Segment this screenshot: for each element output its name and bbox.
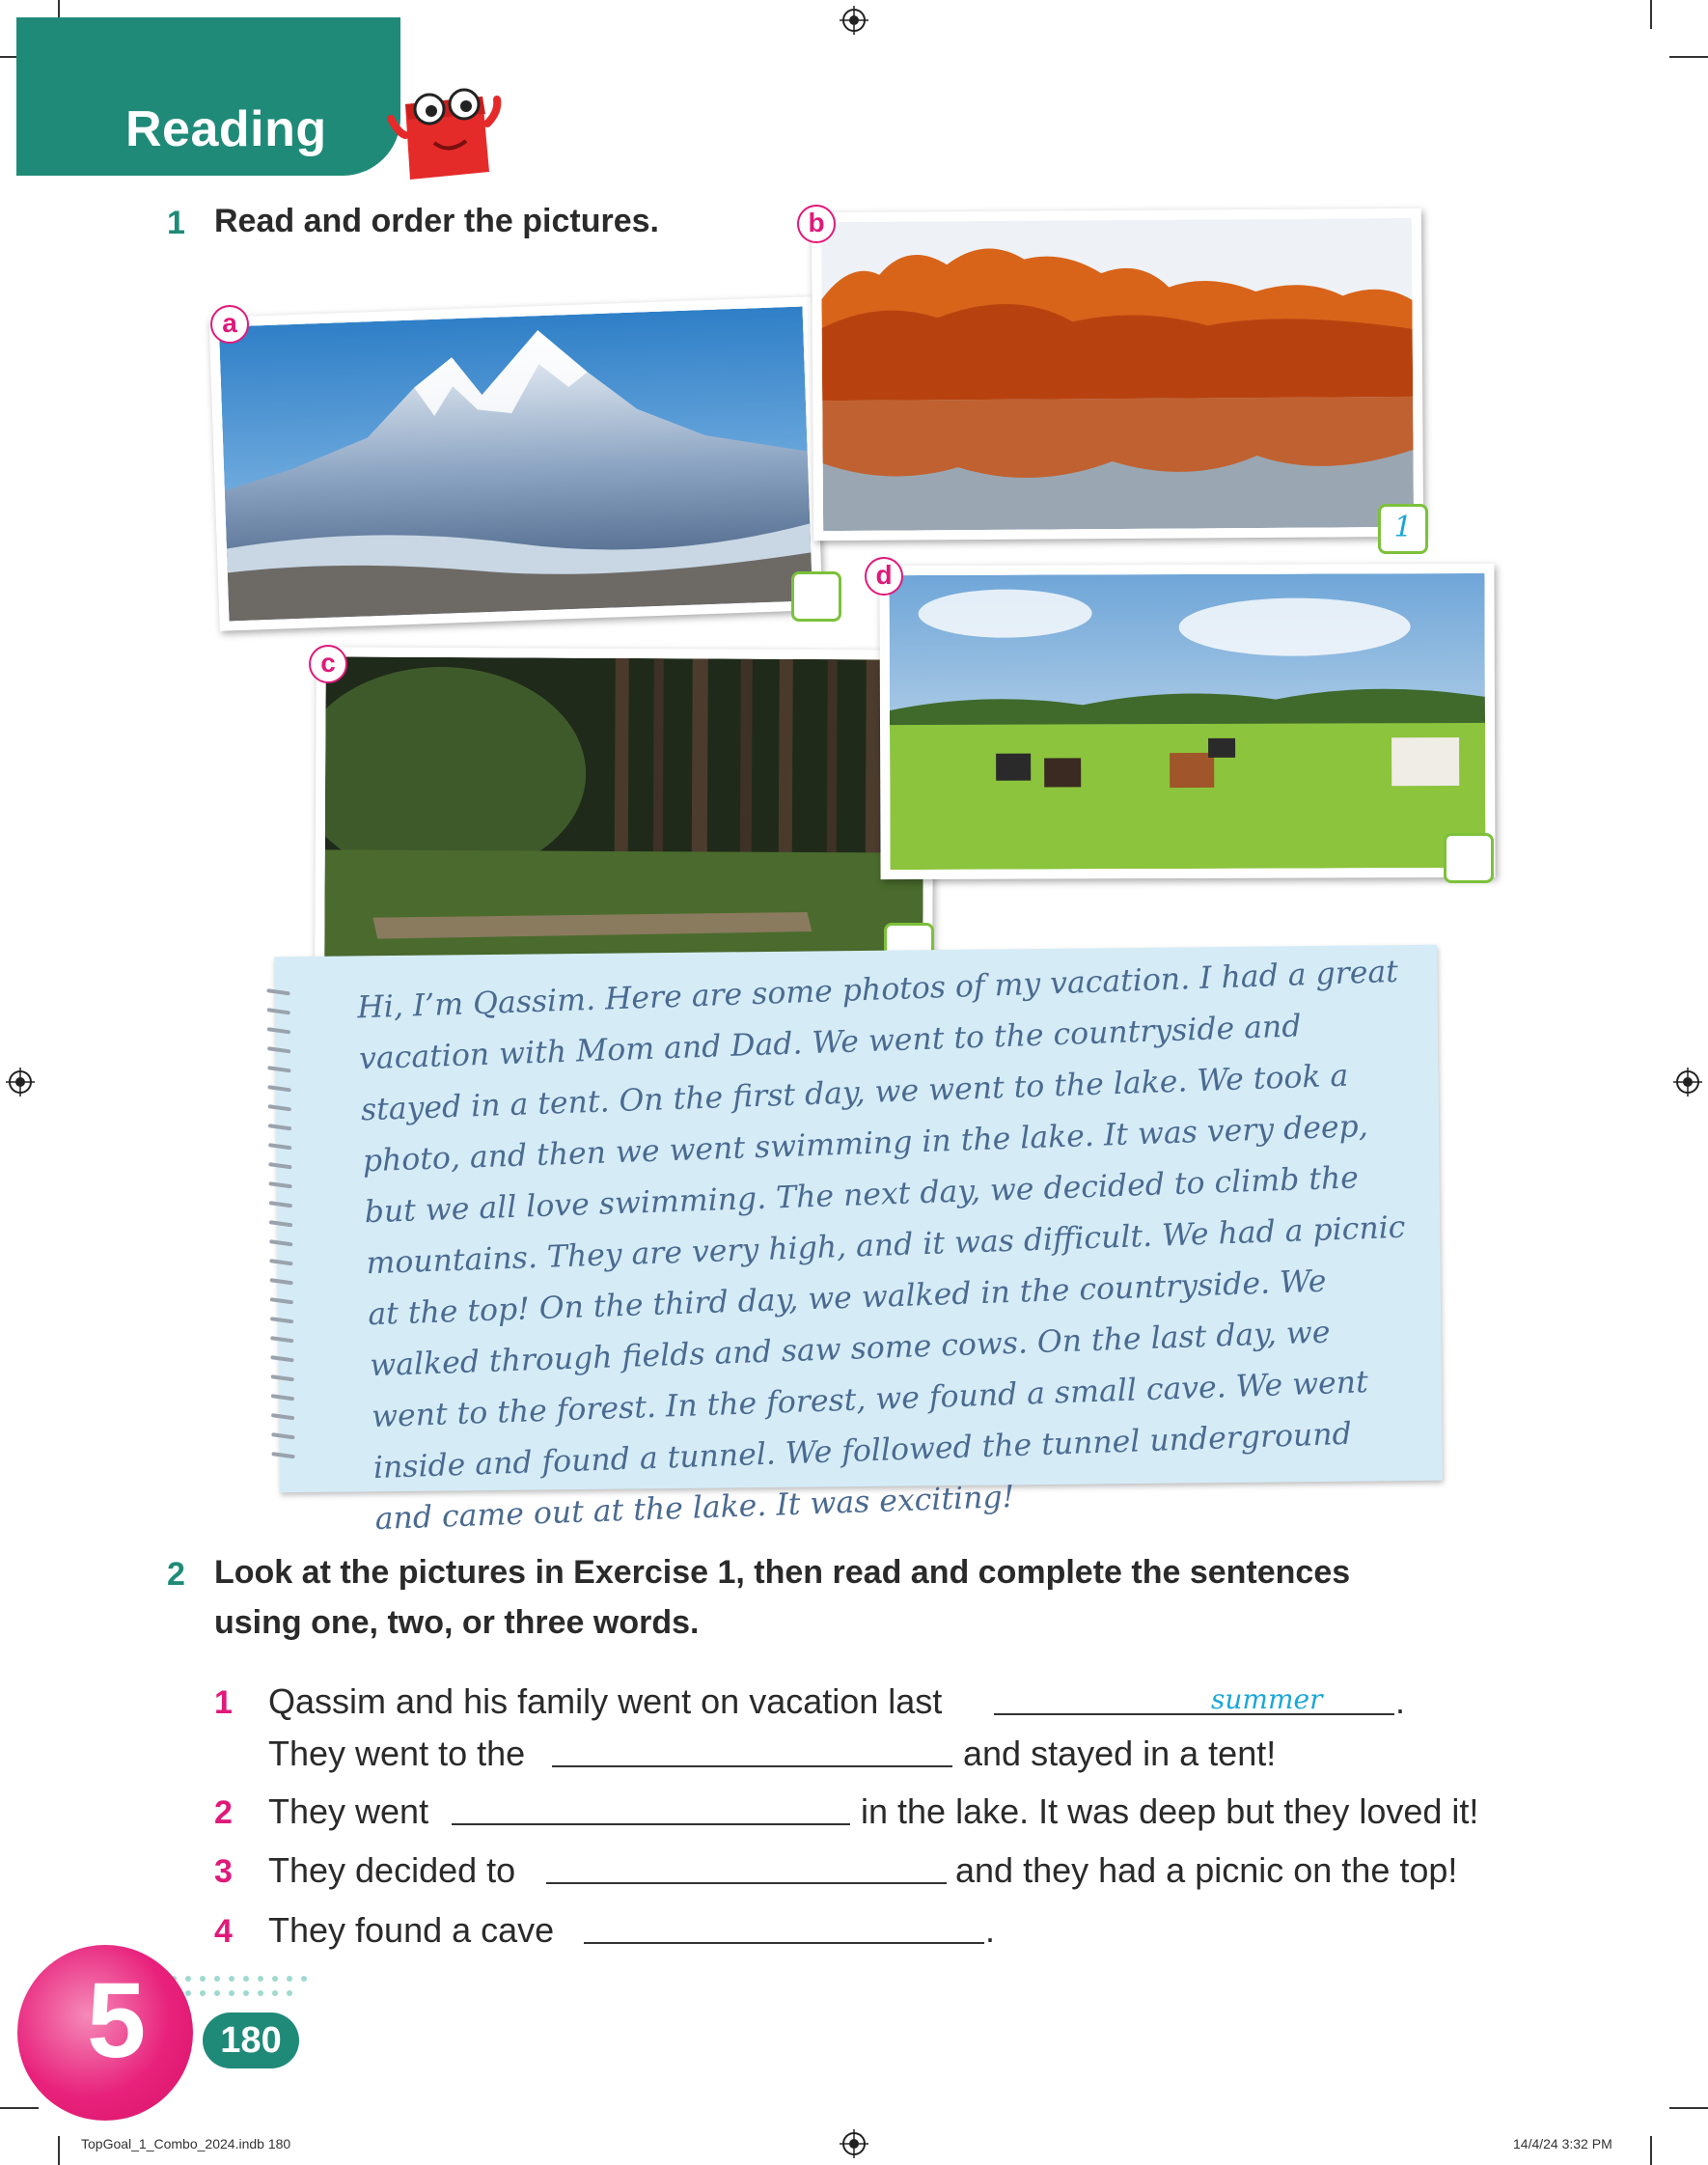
sentence-text: They went to the: [268, 1734, 526, 1773]
picture-a: [209, 296, 823, 631]
sentence-end: .: [985, 1910, 996, 1950]
picture-label-c: c: [309, 645, 347, 683]
sentence-text: Qassim and his family went on vacation last: [268, 1681, 943, 1721]
section-title: Reading: [125, 101, 327, 157]
answer-blank[interactable]: [552, 1765, 952, 1767]
sentence-end: and they had a picnic on the top!: [955, 1850, 1458, 1890]
registration-mark-icon: [840, 6, 868, 35]
registration-mark-icon: [1673, 1068, 1702, 1096]
crop-mark: [1669, 56, 1708, 58]
footer-file: TopGoal_1_Combo_2024.indb 180: [81, 2136, 291, 2151]
crop-mark: [58, 2136, 60, 2165]
exercise-number: 1: [167, 205, 185, 241]
picture-b: [812, 208, 1423, 541]
crop-mark: [1650, 0, 1652, 29]
story-text: Hi, I’m Qassim. Here are some photos of my vacation. I had a great vacation with Mom and Dad. We went to the countryside and stayed in a tent. On the first day, we went to the lake. We took a photo, and then we went swimming in the lake. It was very deep, but we all love swimming. The next day, we decided to climb the mountains. They are very high, and it was difficult. We had a picnic at the top! On the third day, we walked in the countryside. We walked through fields and saw some cows. On the last day, we went to the forest. In the forest, we found a small cave. We went inside and found a tunnel. We followed the tunnel underground and came out at the lake. It was exciting!: [356, 954, 1406, 1538]
answer-text: summer: [1211, 1683, 1323, 1715]
registration-mark-icon: [840, 2129, 868, 2158]
unit-number: 5: [87, 1961, 147, 2080]
cows-field-image: [889, 573, 1485, 870]
mascot-icon: [381, 75, 507, 186]
sentence-text: They decided to: [268, 1850, 516, 1890]
spiral-binding-icon: [266, 985, 296, 1473]
exercise-instruction: Look at the pictures in Exercise 1, then read and complete the sentences: [214, 1554, 1351, 1591]
item-number: 1: [214, 1684, 233, 1721]
answer-box-d[interactable]: [1444, 833, 1494, 883]
item-number: 2: [214, 1794, 233, 1831]
answer-box-b[interactable]: 1: [1378, 504, 1428, 554]
crop-mark: [0, 2107, 39, 2109]
exercise-instruction: Read and order the pictures.: [214, 203, 659, 239]
sentence-end: and stayed in a tent!: [963, 1734, 1277, 1773]
exercise-number: 2: [167, 1556, 185, 1593]
forest-image: [324, 656, 924, 960]
answer-blank[interactable]: [994, 1713, 1394, 1715]
autumn-lake-image: [821, 218, 1414, 531]
item-number: 3: [214, 1853, 233, 1890]
picture-c: [315, 647, 934, 970]
story-note: [274, 945, 1443, 1538]
sentence-text: They went: [268, 1791, 429, 1831]
answer-blank[interactable]: [584, 1942, 984, 1944]
mountain-image: [219, 307, 813, 622]
crop-mark: [1650, 2136, 1652, 2165]
picture-label-a: a: [210, 305, 249, 344]
sentence-text: They found a cave: [268, 1910, 555, 1950]
picture-d: [879, 564, 1495, 879]
exercise-instruction-cont: using one, two, or three words.: [214, 1604, 700, 1641]
answer-box-a[interactable]: [791, 571, 841, 622]
page-number: 180: [203, 2012, 299, 2068]
item-number: 4: [214, 1913, 233, 1950]
sentence-end: in the lake. It was deep but they loved it!: [861, 1791, 1479, 1831]
sentence-end: .: [1395, 1681, 1406, 1721]
crop-mark: [1669, 2107, 1708, 2109]
answer-blank[interactable]: [452, 1823, 850, 1825]
registration-mark-icon: [6, 1068, 35, 1096]
answer-blank[interactable]: [546, 1882, 947, 1884]
picture-label-b: b: [797, 205, 836, 243]
picture-label-d: d: [865, 557, 903, 596]
footer-date: 14/4/24 3:32 PM: [1513, 2136, 1612, 2151]
